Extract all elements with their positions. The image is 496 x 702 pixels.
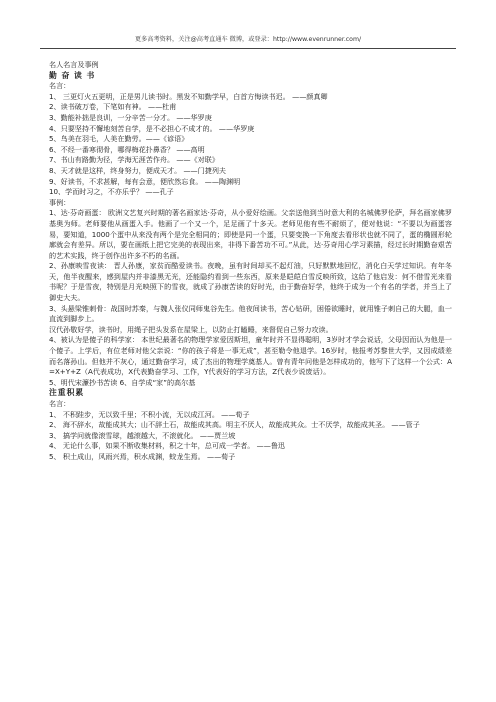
quote-item: 10、学而时习之，不亦乐乎？ ——孔子 <box>49 187 174 197</box>
quote-item: 4、 无论什么事，如果不断收集材料，积之十年，总可成一学者。 ——鲁迅 <box>49 441 286 451</box>
quote-item: 3、 搞学问就像滚雪球，越滚越大，不滚就化。 ——贾兰坡 <box>49 430 236 440</box>
quotes-label: 名言： <box>49 399 71 408</box>
quote-item: 2、 海不辞水，故能成其大；山不辞土石，故能成其高。明主不厌人，故能成其众。士不厌学，故能成其圣。 ——管子 <box>49 420 420 430</box>
quote-item: 6、不经一番寒彻骨，哪得梅花扑鼻香？ ——高明 <box>49 144 205 154</box>
section-heading-diligent-study: 勤 奋 读 书 <box>49 70 96 80</box>
quote-item: 8、天才就是这样，终身努力，便成天才。 ——门捷列夫 <box>49 165 227 175</box>
examples-label: 事例： <box>49 197 71 207</box>
example-paragraph: 2、孙康映雪夜读： 晋人孙康，家贫而酷爱读书。夜晚，虽有时间却买不起灯油，只好默默地回忆，消化白天学过知识。有年冬天，他半夜醒来，感到屋内并非漆黑无光，还能隐约看到一些东西，原来是皑皑白雪反映所致，这给了他启发：何不借雪光来看书呢？于是雪夜，特别是月光映照下的雪夜，就成了孙康苦读的好时光，由于勤奋好学，他终于成为一个有名的学者，并当上了御史大夫。 <box>49 261 452 303</box>
example-paragraph: 5、明代宋濂抄书苦读 6、自学成“家”的高尔基 <box>49 377 196 387</box>
page-header: 更多高考资料，关注@高考直通车 微博，或登录：http://www.evenrunner.com/ <box>134 36 362 43</box>
quotes-label: 名言： <box>49 81 71 91</box>
document-title: 名人名言及事例 <box>49 60 99 69</box>
quote-item: 5、 积土成山，风雨兴焉，积水成渊，蛟龙生焉。 ——荀子 <box>49 451 236 461</box>
quote-item: 5、鸟美在羽毛，人美在勤劳。——《谚语》 <box>49 134 189 144</box>
example-paragraph: 1、达·芬奇画蛋： 欧洲文艺复兴时期的著名画家达·芬奇，从小爱好绘画。父亲送他到当时意大利的名城佛罗伦萨，拜名画家佛罗基奥为师。老师要他从画蛋入手。他画了一个又一个，足足画了十多天。老师见他有些不耐烦了，便对他说：“不要以为画蛋容易，要知道，1000个蛋中从来没有两个是完全相同的；即使是同一个蛋，只要变换一下角度去看形状也就不同了，蛋的椭圆形轮廓就会有差异。所以，要在画纸上把它完美的表现出来，非得下番苦功不可。”从此，达·芬奇用心学习素描，经过长时期勤奋艰苦的艺术实践，终于创作出许多不朽的名画。 <box>49 208 452 260</box>
quote-item: 1、 三更灯火五更明，正是男儿读书时。黑发不知勤学早，白首方悔读书迟。 ——颜真卿 <box>49 91 328 101</box>
quote-item: 3、勤能补拙是良训，一分辛苦一分才。 ——华罗庚 <box>49 112 212 122</box>
example-paragraph: 汉代孙敬好学，读书时，用绳子把头发系在屋梁上，以防止打瞌睡，来督促自己努力攻读。 <box>49 324 333 334</box>
quote-item: 7、书山有路勤为径，学海无涯苦作舟。 ——《对联》 <box>49 155 219 165</box>
quote-item: 9、好读书，不求甚解，每有会意，便欣然忘食。 ——陶渊明 <box>49 176 241 186</box>
document-body <box>49 60 452 463</box>
quote-item: 2、读书破万卷，下笔如有神。 ——杜甫 <box>49 102 177 112</box>
example-paragraph: 4、被认为是傻子的科学家： 本世纪最著名的物理学家爱因斯坦，童年时并不显得聪明，3岁时才学会说话，父母因而认为他是一个傻子。上学后，有位老师对他父亲说：“你的孩子将是一事无成”，甚至勒令他退学。16岁时，他报考苏黎世大学，又因成绩差而名落孙山。但他并不灰心，通过勤奋学习，成了杰出的物理学奠基人。曾有青年问他是怎样成功的，他写下了这样一个公式：A=X+Y+Z（A代表成功，X代表勤奋学习、工作，Y代表好的学习方法，Z代表少说废话）。 <box>49 335 452 377</box>
header-divider <box>40 48 456 49</box>
example-paragraph: 3、头悬梁锥刺骨：战国时苏秦，与魏人张仪同师鬼谷先生。他夜间读书，苦心钻研，困倦欲睡时，就用锥子刺自己的大腿，血一直流到脚步上。 <box>49 303 452 324</box>
section-heading-accumulation: 注重积累 <box>49 388 85 398</box>
quote-item: 4、只要坚持不懈地刻苦自学，是不必担心不成才的。 ——华罗庚 <box>49 123 255 133</box>
quote-item: 1、 不积跬步，无以致千里；不积小流，无以成江河。 ——荀子 <box>49 409 250 419</box>
